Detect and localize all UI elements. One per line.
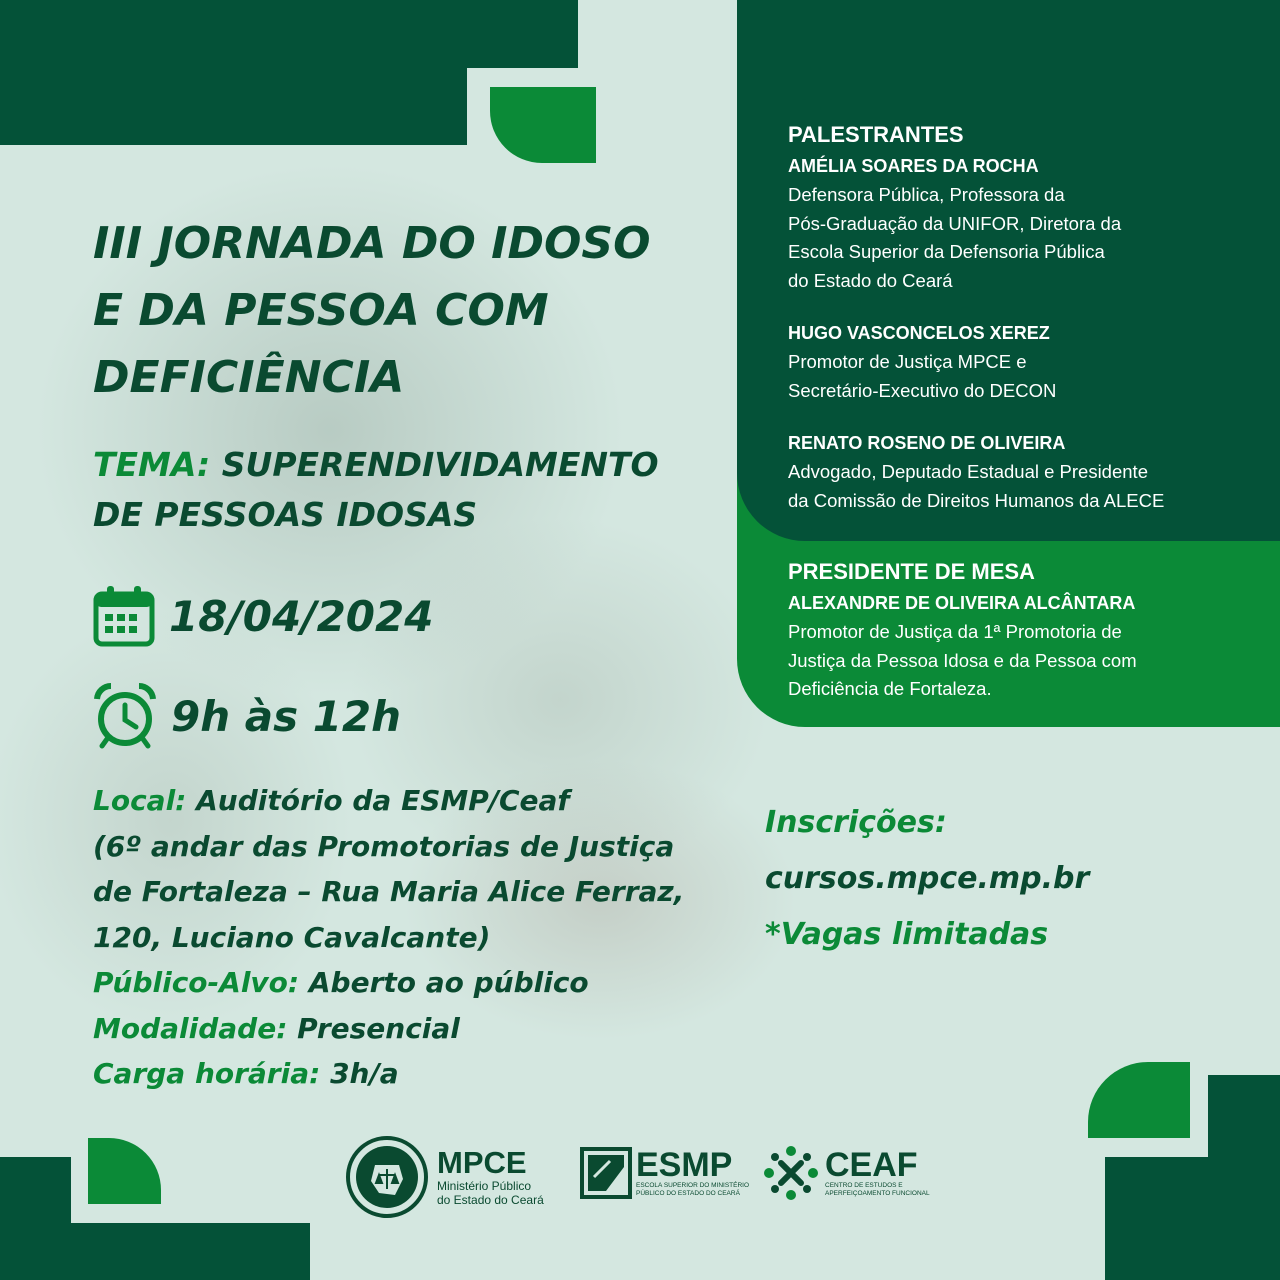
mpce-sub-2: do Estado do Ceará	[437, 1193, 544, 1207]
title-line-1: III JORNADA DO IDOSO	[93, 218, 651, 269]
theme-line-2: DE PESSOAS IDOSAS	[93, 495, 478, 534]
mpce-name: MPCE	[437, 1145, 527, 1180]
local-label: Local:	[93, 784, 187, 817]
esmp-logo	[580, 1147, 749, 1199]
alarm-clock-icon	[93, 683, 157, 749]
speaker-desc-line: Advogado, Deputado Estadual e Presidente	[788, 461, 1148, 482]
speaker-desc-line: da Comissão de Direitos Humanos da ALECE	[788, 489, 1165, 511]
registration-url[interactable]: cursos.mpce.mp.br	[765, 861, 1090, 896]
title-line-2: E DA PESSOA COM	[93, 285, 549, 336]
speaker-desc-line: Secretário-Executivo do DECON	[788, 379, 1057, 401]
president-desc-line: Promotor de Justiça da 1ª Promotoria de	[788, 621, 1122, 642]
speaker-desc-line: Promotor de Justiça MPCE e	[788, 351, 1027, 372]
speaker-3	[788, 433, 1164, 515]
registration-note: *Vagas limitadas	[765, 917, 1049, 952]
theme	[93, 440, 659, 540]
speaker-1	[788, 156, 1164, 295]
speaker-desc-line: Defensora Pública, Professora da	[788, 184, 1065, 205]
ceaf-sub-1: CENTRO DE ESTUDOS E	[825, 1182, 903, 1189]
president-name: ALEXANDRE DE OLIVEIRA ALCÂNTARA	[788, 593, 1136, 613]
president-desc-line: Justiça da Pessoa Idosa e da Pessoa com	[788, 649, 1137, 671]
bottom-left-dark-strip	[0, 1223, 310, 1280]
local-line-2: (6º andar das Promotorias de Justiça	[93, 829, 675, 863]
event-info	[93, 778, 684, 1097]
time-row	[93, 683, 401, 749]
theme-label: TEMA:	[93, 445, 211, 484]
ceaf-name: CEAF	[825, 1146, 918, 1184]
modalidade-label: Modalidade:	[93, 1011, 288, 1045]
speaker-name: RENATO ROSENO DE OLIVEIRA	[788, 433, 1066, 453]
speaker-desc-line: Pós-Graduação da UNIFOR, Diretora da	[788, 212, 1122, 234]
event-time: 9h às 12h	[171, 691, 402, 741]
date-row	[93, 585, 433, 647]
bottom-right-dark-strip	[1105, 1157, 1280, 1280]
speaker-2	[788, 323, 1164, 405]
calendar-icon	[93, 585, 155, 647]
ceaf-logo	[763, 1145, 930, 1201]
ceaf-sub-2: APERFEIÇOAMENTO FUNCIONAL	[825, 1190, 930, 1197]
carga-value: 3h/a	[330, 1057, 399, 1090]
event-date: 18/04/2024	[169, 591, 434, 641]
publico-label: Público-Alvo:	[93, 966, 300, 999]
esmp-sub-2: PÚBLICO DO ESTADO DO CEARÁ	[636, 1190, 740, 1197]
local-line-3: de Fortaleza – Rua Maria Alice Ferraz,	[93, 875, 685, 908]
mpce-sub-1: Ministério Público	[437, 1179, 532, 1193]
registration-label: Inscrições:	[765, 805, 947, 840]
speaker-name: AMÉLIA SOARES DA ROCHA	[788, 156, 1039, 176]
top-left-dark-block-lower	[0, 0, 467, 145]
publico-value: Aberto ao público	[308, 966, 589, 999]
local-line-4: 120, Luciano Cavalcante)	[93, 920, 491, 954]
mpce-logo	[345, 1135, 544, 1219]
esmp-name: ESMP	[636, 1146, 733, 1184]
speaker-name: HUGO VASCONCELOS XEREZ	[788, 323, 1050, 343]
registration-block	[765, 795, 1089, 963]
ceaf-emblem-icon	[763, 1145, 819, 1201]
esmp-sub-1: ESCOLA SUPERIOR DO MINISTÉRIO	[636, 1182, 750, 1189]
speaker-desc-line: do Estado do Ceará	[788, 269, 953, 291]
president-panel	[788, 559, 1137, 704]
modalidade-value: Presencial	[297, 1011, 460, 1045]
mpce-seal-icon	[345, 1135, 429, 1219]
theme-line-1: SUPERENDIVIDAMENTO	[221, 445, 659, 484]
event-title	[93, 210, 651, 411]
president-desc-line: Deficiência de Fortaleza.	[788, 678, 992, 699]
speaker-desc-line: Escola Superior da Defensoria Pública	[788, 241, 1105, 262]
carga-label: Carga horária:	[93, 1057, 321, 1090]
esmp-book-icon	[580, 1147, 632, 1199]
speakers-heading: PALESTRANTES	[788, 122, 964, 147]
local-line-1: Auditório da ESMP/Ceaf	[196, 784, 570, 817]
president-heading: PRESIDENTE DE MESA	[788, 559, 1035, 584]
title-line-3: DEFICIÊNCIA	[93, 352, 405, 403]
speakers-panel	[788, 122, 1164, 515]
